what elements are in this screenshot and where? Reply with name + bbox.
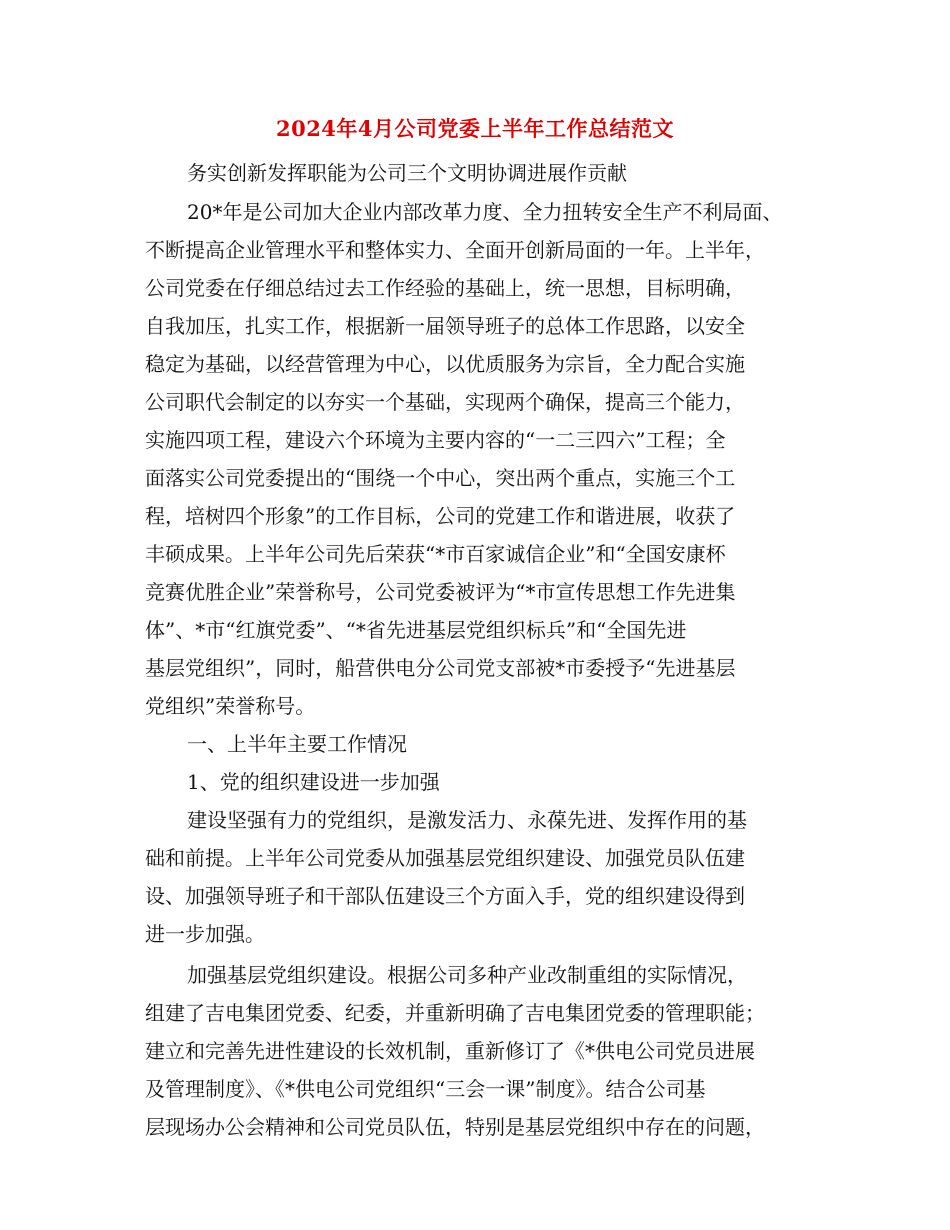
document-line: 丰硕成果。上半年公司先后荣获“*市百家诚信企业”和“全国安康杯 — [145, 542, 726, 566]
document-line: 20*年是公司加大企业内部改革力度、全力扭转安全生产不利局面、 — [187, 200, 783, 224]
document-line: 竞赛优胜企业”荣誉称号，公司党委被评为“*市宣传思想工作先进集 — [145, 580, 736, 604]
document-line: 公司党委在仔细总结过去工作经验的基础上，统一思想，目标明确， — [145, 276, 745, 300]
document-line: 稳定为基础，以经营管理为中心，以优质服务为宗旨，全力配合实施 — [145, 352, 745, 376]
document-line: 自我加压，扎实工作，根据新一届领导班子的总体工作思路，以安全 — [145, 314, 745, 338]
document-line: 建设坚强有力的党组织，是激发活力、永葆先进、发挥作用的基 — [187, 808, 747, 832]
document-line: 础和前提。上半年公司党委从加强基层党组织建设、加强党员队伍建 — [145, 846, 745, 870]
document-line: 不断提高企业管理水平和整体实力、全面开创新局面的一年。上半年， — [145, 238, 765, 262]
document-line: 进一步加强。 — [145, 922, 265, 946]
document-line: 面落实公司党委提出的“围绕一个中心，突出两个重点，实施三个工 — [145, 466, 736, 490]
subsection-heading: 1、党的组织建设进一步加强 — [187, 770, 440, 794]
document-line: 加强基层党组织建设。根据公司多种产业改制重组的实际情况， — [187, 963, 747, 987]
document-line: 设、加强领导班子和干部队伍建设三个方面入手，党的组织建设得到 — [145, 884, 745, 908]
document-line: 及管理制度》、《*供电公司党组织“三会一课”制度》。结合公司基 — [145, 1077, 706, 1101]
section-heading: 一、上半年主要工作情况 — [187, 732, 407, 756]
document-line: 党组织”荣誉称号。 — [145, 694, 316, 718]
document-line: 组建了吉电集团党委、纪委，并重新明确了吉电集团党委的管理职能； — [145, 1001, 765, 1025]
document-line: 建立和完善先进性建设的长效机制，重新修订了《*供电公司党员进展 — [145, 1039, 755, 1063]
document-line: 程，培树四个形象”的工作目标，公司的党建工作和谐进展，收获了 — [145, 504, 736, 528]
document-line: 实施四项工程，建设六个环境为主要内容的“一二三四六”工程；全 — [145, 428, 726, 452]
document-line: 务实创新发挥职能为公司三个文明协调进展作贡献 — [187, 161, 627, 185]
document-title: 2024年4月公司党委上半年工作总结范文 — [275, 116, 675, 141]
document-line: 层现场办公会精神和公司党员队伍，特别是基层党组织中存在的问题， — [145, 1115, 765, 1139]
document-line: 体”、*市“红旗党委”、“*省先进基层党组织标兵”和“全国先进 — [145, 618, 687, 642]
document-line: 基层党组织”，同时，船营供电分公司党支部被*市委授予“先进基层 — [145, 656, 736, 680]
document-line: 公司职代会制定的以夯实一个基础，实现两个确保，提高三个能力， — [145, 390, 745, 414]
